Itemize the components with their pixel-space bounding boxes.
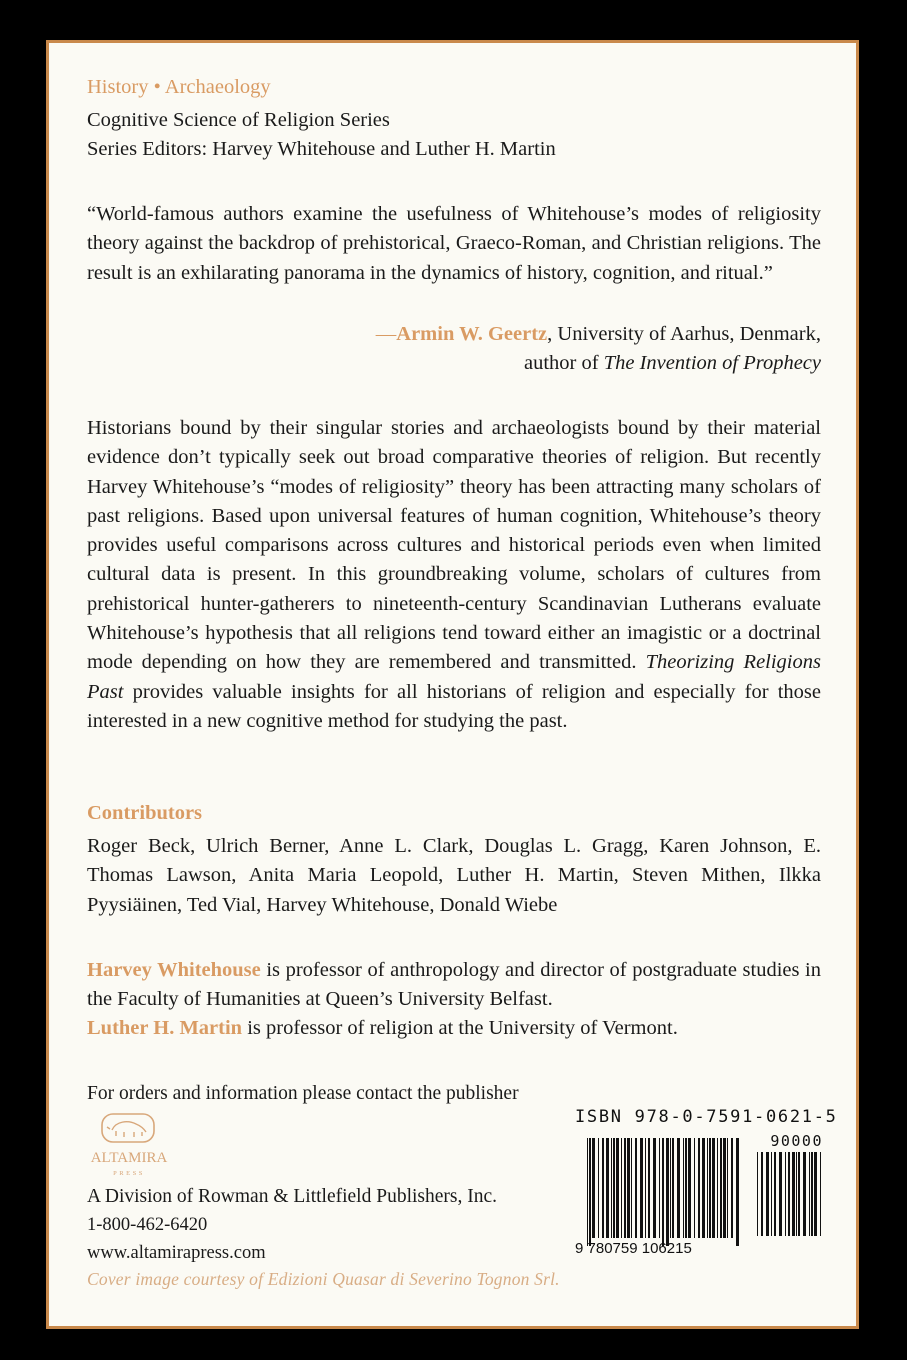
barcode-bar [602, 1138, 604, 1238]
barcode-bar [809, 1152, 810, 1236]
logo-press: PRESS [113, 1170, 145, 1177]
barcode-bar [666, 1138, 669, 1246]
barcode-bar [640, 1138, 643, 1238]
barcode-bars-addon [757, 1152, 821, 1236]
series-editors: Series Editors: Harvey Whitehouse and Luther H. Martin [87, 138, 556, 160]
barcode-bar [761, 1152, 763, 1236]
barcode-bar [611, 1138, 612, 1238]
barcode-bar [606, 1138, 609, 1238]
editor-bio-whitehouse [87, 956, 821, 1015]
bio-name: Luther H. Martin [87, 1017, 243, 1039]
endorsement-dash: — [375, 323, 397, 345]
barcode-bar [788, 1152, 790, 1236]
barcode-bar [779, 1152, 782, 1236]
barcode-bar [631, 1138, 632, 1238]
barcode-bar [707, 1138, 708, 1238]
description-part2: provides valuable insights for all historians of religion and especially for those interested in a new cognitive method for studying the past. [87, 680, 821, 732]
bio-name: Harvey Whitehouse [87, 959, 261, 981]
barcode-bar [688, 1138, 691, 1238]
barcode-bar [727, 1138, 728, 1238]
barcode-bar [624, 1138, 626, 1238]
editor-bio-martin [87, 1014, 678, 1043]
barcode-bar [757, 1152, 758, 1236]
barcode-bar [792, 1152, 795, 1236]
category-line: History • Archaeology [87, 76, 271, 98]
barcode-bar [635, 1138, 637, 1238]
barcode-bar [698, 1138, 700, 1238]
barcode-bar [720, 1138, 722, 1238]
publisher-phone: 1-800-462-6420 [87, 1215, 208, 1235]
barcode-bar [621, 1138, 622, 1238]
barcode-bar [736, 1138, 739, 1246]
barcode-bar [662, 1138, 664, 1246]
bio-text: is professor of religion at the University of Vermont. [242, 1017, 678, 1039]
barcode-digits: 9 780759 106215 [575, 1240, 692, 1257]
back-cover [46, 40, 859, 1329]
cover-image-credit: Cover image courtesy of Edizioni Quasar di Severino Tognon Srl. [87, 1269, 560, 1289]
barcode-bar [589, 1138, 591, 1246]
barcode-bar [598, 1138, 599, 1238]
publisher-website: www.altamirapress.com [87, 1243, 266, 1263]
book-description [87, 414, 821, 736]
barcode-bar [670, 1138, 671, 1238]
contributors-heading: Contributors [87, 802, 203, 824]
barcode-bar [694, 1138, 695, 1238]
endorsement-quote: “World-famous authors examine the usefulness of Whitehouse’s modes of religiosity theory against the backdrop of prehistorical, Graeco-Roman, and Christian religions. The result is an exhilarating panorama in the dynamics of history, cognition, and ritual.” [87, 203, 821, 284]
barcode-bars-main [587, 1138, 739, 1246]
barcode-bar [653, 1138, 656, 1238]
barcode-bar [731, 1138, 733, 1238]
contributors-list: Roger Beck, Ulrich Berner, Anne L. Clark, Douglas L. Gragg, Karen Johnson, E. Thomas Lawson, Anita Maria Leopold, Luther H. Martin, Steven Mithen, Ilkka Pyysiäinen, Ted Vial, Harvey Whitehouse, Donald Wiebe [87, 835, 821, 916]
barcode [577, 1134, 825, 1248]
barcode-bar [685, 1138, 687, 1238]
endorser-name: Armin W. Geertz [396, 323, 548, 345]
author-of-label: author of [524, 352, 604, 374]
barcode-bar [771, 1152, 772, 1236]
barcode-bar [645, 1138, 646, 1238]
barcode-bar [774, 1152, 776, 1236]
barcode-bar [712, 1138, 715, 1238]
barcode-bar [659, 1138, 660, 1238]
endorser-book [524, 349, 821, 378]
altamira-logo [80, 1108, 178, 1182]
endorser-affiliation: , University of Aarhus, Denmark, [547, 323, 821, 345]
barcode-addon-number: 90000 [770, 1134, 823, 1150]
isbn-label: ISBN 978-0-7591-0621-5 [575, 1107, 838, 1127]
endorser-book-title: The Invention of Prophecy [603, 352, 821, 374]
barcode-bar [648, 1138, 650, 1238]
barcode-bar [796, 1152, 797, 1236]
barcode-bar [766, 1152, 769, 1236]
barcode-bar [723, 1138, 726, 1238]
bio-text: is professor of anthropology and director of postgraduate studies in the Faculty of Humanities at Queen’s University Belfast. [87, 959, 821, 1011]
barcode-bar [627, 1138, 630, 1238]
barcode-bar [803, 1152, 806, 1236]
barcode-bar [709, 1138, 711, 1238]
barcode-bar [592, 1138, 595, 1238]
barcode-bar [814, 1152, 817, 1236]
barcode-bar [811, 1152, 813, 1236]
barcode-bar [672, 1138, 674, 1238]
endorsement-attribution [376, 320, 821, 349]
barcode-bar [613, 1138, 615, 1238]
description-part1: Historians bound by their singular stories and archaeologists bound by their material evidence don’t typically seek out broad comparative theories of religion. But recently Harvey Whitehouse’s “modes of religiosity” theory has been attracting many scholars of past religions. Based upon universal features of human cognition, Whitehouse’s theory provides useful comparisons across cultures and historical periods even when limited cultural data is present. In this groundbreaking volume, scholars of cultures from prehistorical hunter-gatherers to nineteenth-century Scandinavian Lutherans evaluate Whitehouse’s hypothesis that all religions tend toward either an imagistic or a doctrinal mode depending on how they are remembered and transmitted. [87, 417, 821, 674]
logo-name: ALTAMIRA [90, 1150, 168, 1166]
barcode-bar [798, 1152, 800, 1236]
series-title: Cognitive Science of Religion Series [87, 109, 390, 131]
book-title: Theorizing Religions Past [87, 651, 821, 703]
publisher-division: A Division of Rowman & Littlefield Publishers, Inc. [87, 1186, 498, 1207]
orders-info: For orders and information please contact the publisher [87, 1083, 519, 1104]
barcode-bar [616, 1138, 619, 1238]
barcode-bar [677, 1138, 680, 1238]
barcode-bar [683, 1138, 684, 1238]
barcode-bar [702, 1138, 705, 1238]
barcode-bar [785, 1152, 786, 1236]
barcode-bar [820, 1152, 821, 1236]
barcode-bar [717, 1138, 718, 1238]
barcode-bar [587, 1138, 588, 1246]
